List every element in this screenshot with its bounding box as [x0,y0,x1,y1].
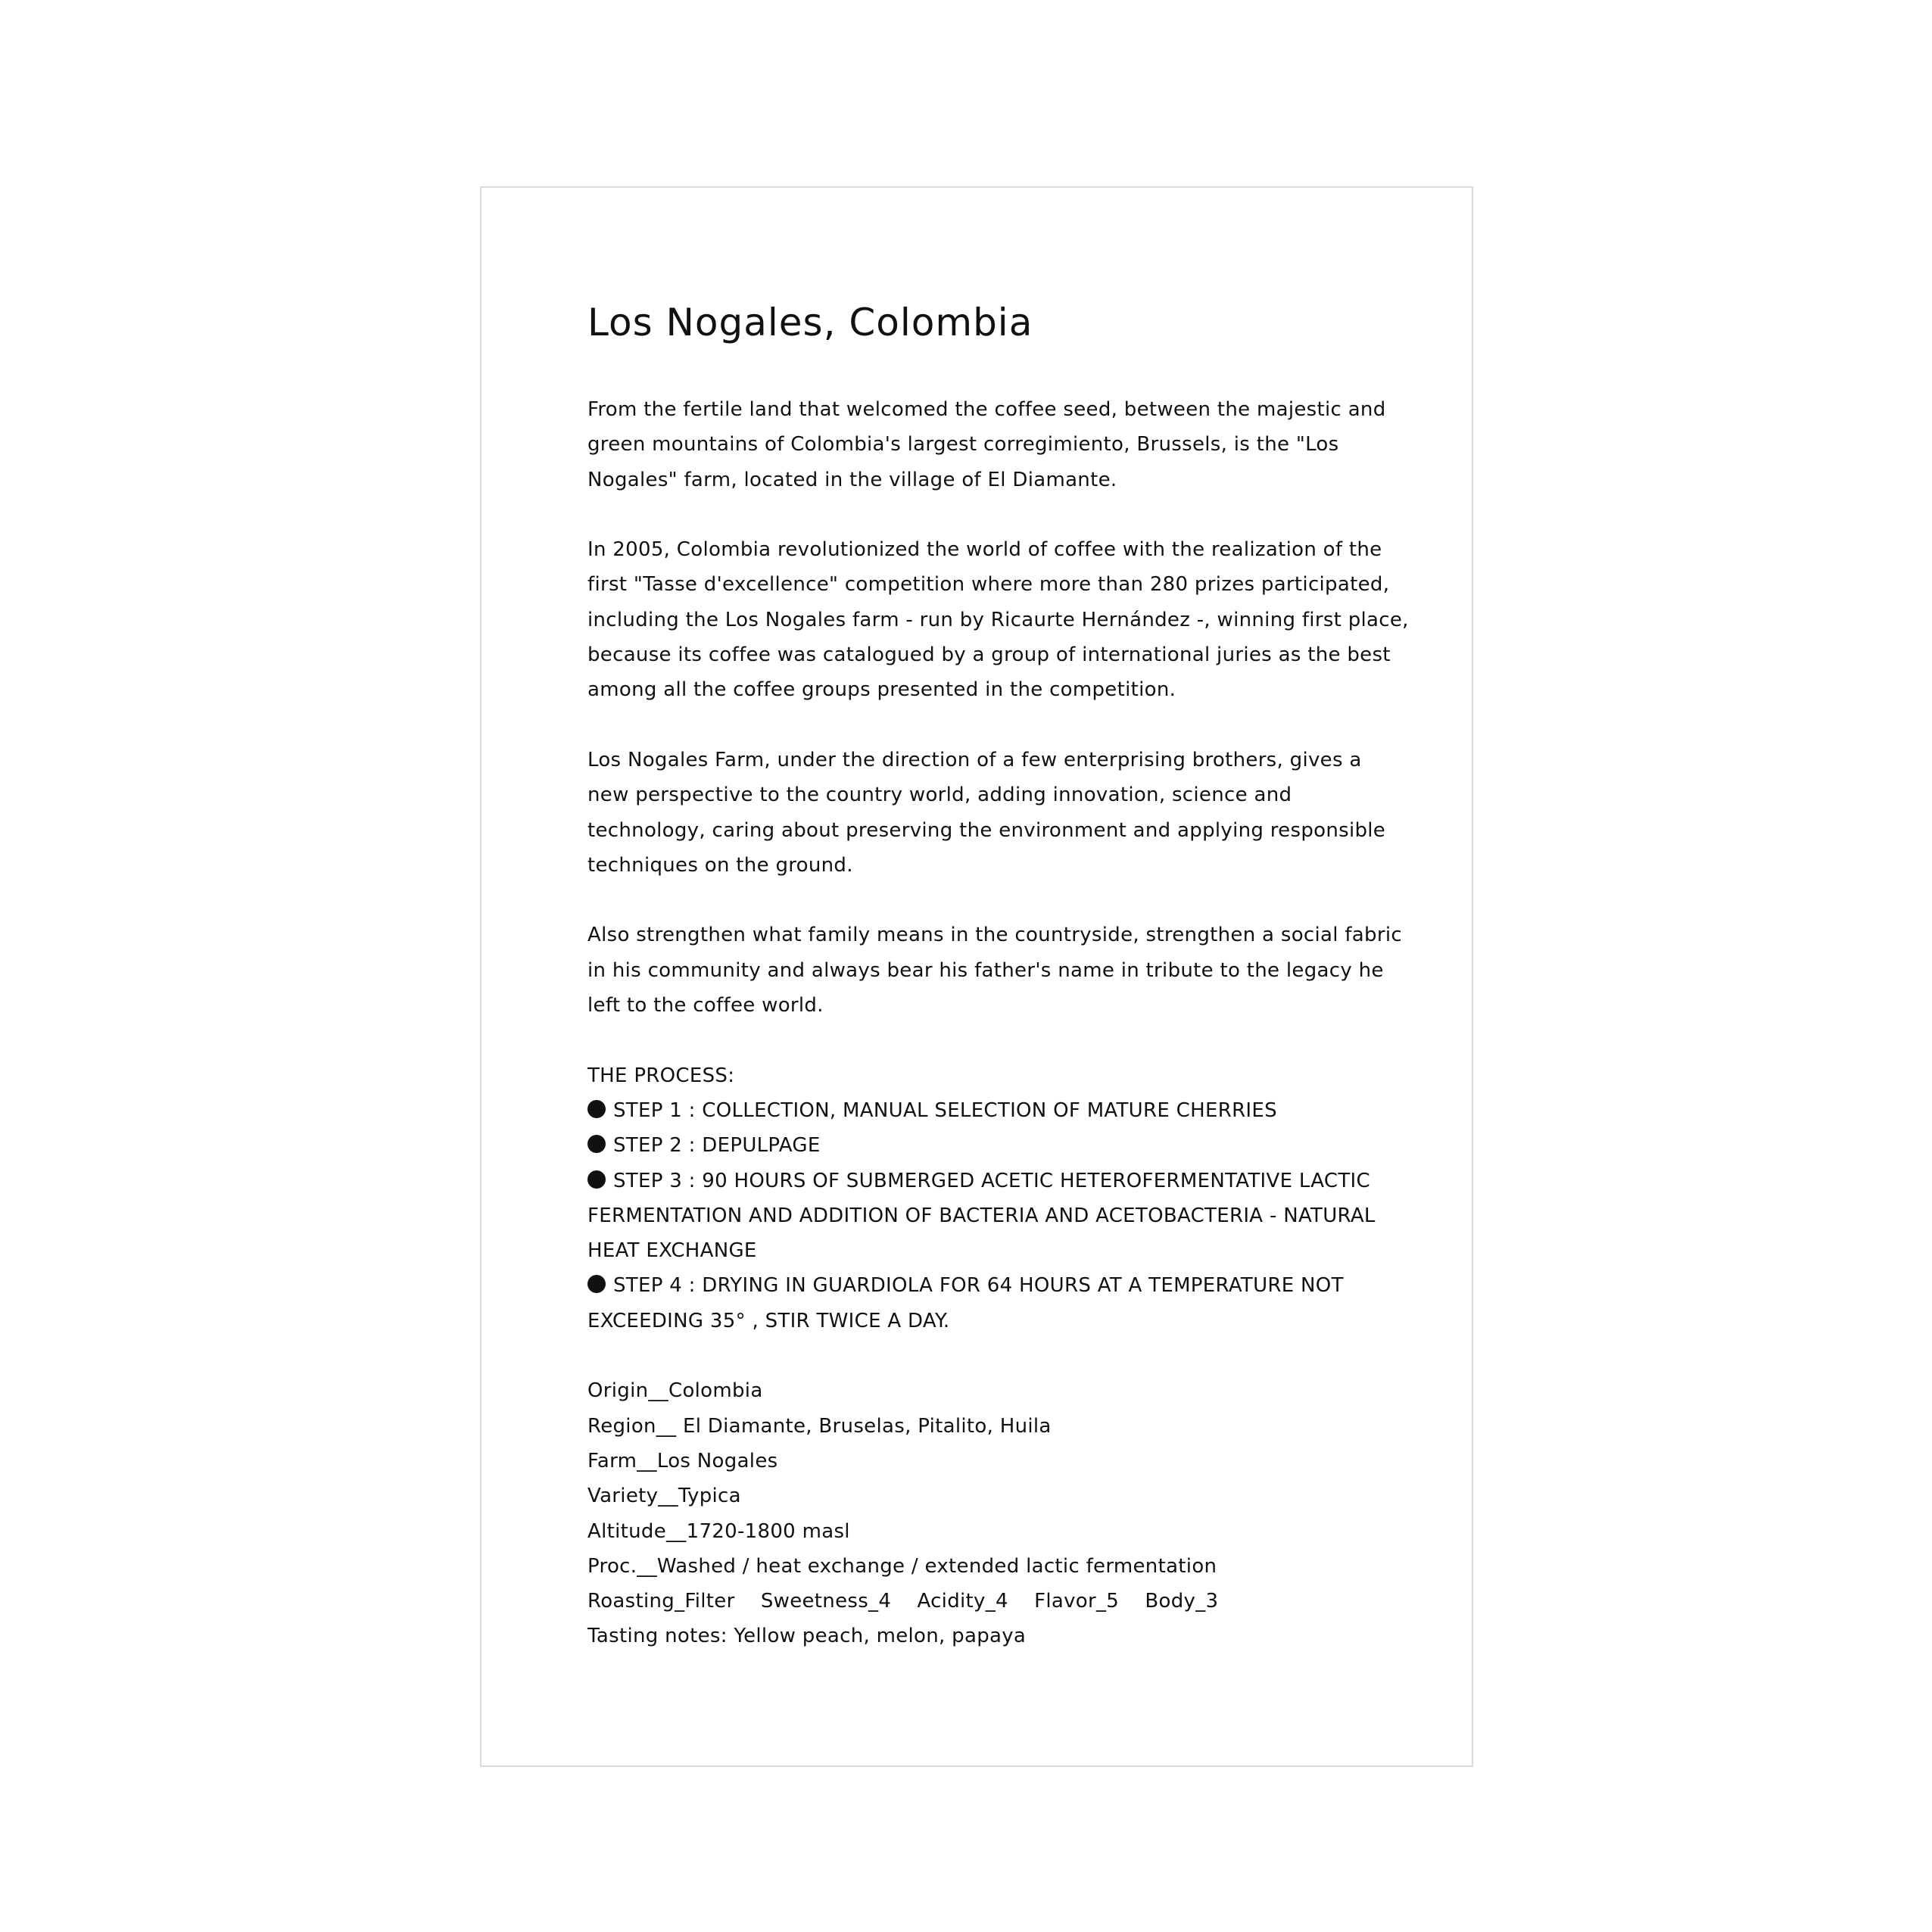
spec-region: Region__ El Diamante, Bruselas, Pitalito, Huila [587,1414,1052,1438]
process-section [587,1058,1390,1338]
process-step-2 [587,1128,1390,1163]
text-line: Nogales" farm, located in the village of El Diamante. [587,468,1117,491]
text-line: Los Nogales Farm, under the direction of a few enterprising brothers, gives a [587,748,1362,771]
process-step-4 [587,1268,1390,1303]
bullet-icon [587,1135,606,1153]
product-title: Los Nogales, Colombia [587,301,1033,344]
step-text: STEP 1 : COLLECTION, MANUAL SELECTION OF MATURE CHERRIES [613,1098,1277,1122]
family-paragraph [587,918,1402,1023]
spec-farm: Farm__Los Nogales [587,1449,778,1472]
text-line: Also strengthen what family means in the countryside, strengthen a social fabric [587,924,1402,947]
process-step-3 [587,1164,1390,1198]
step-text: STEP 4 : DRYING IN GUARDIOLA FOR 64 HOURS AT A TEMPERATURE NOT [613,1274,1344,1298]
step-text: STEP 2 : DEPULPAGE [613,1134,821,1158]
spec-altitude: Altitude__1720-1800 masl [587,1519,850,1543]
step-text-continued: FERMENTATION AND ADDITION OF BACTERIA AND ACETOBACTERIA - NATURAL [587,1204,1376,1227]
text-line: From the fertile land that welcomed the coffee seed, between the majestic and [587,398,1386,421]
step-text: STEP 3 : 90 HOURS OF SUBMERGED ACETIC HETEROFERMENTATIVE LACTIC [613,1169,1370,1192]
step-text-continued: EXCEEDING 35° , STIR TWICE A DAY. [587,1309,950,1332]
text-line: including the Los Nogales farm - run by Ricaurte Hernández -, winning first place, [587,608,1409,631]
bullet-icon [587,1100,606,1118]
process-step-1 [587,1093,1390,1128]
spec-tasting-notes: Tasting notes: Yellow peach, melon, papaya [587,1625,1027,1648]
text-line: among all the coffee groups presented in the competition. [587,678,1176,702]
text-line: In 2005, Colombia revolutionized the world of coffee with the realization of the [587,538,1382,562]
description-content [587,300,1409,1689]
history-paragraph [587,532,1409,707]
text-line: techniques on the ground. [587,853,853,877]
text-line: left to the coffee world. [587,994,824,1017]
text-line: green mountains of Colombia's largest corregimiento, Brussels, is the "Los [587,433,1339,457]
text-line: new perspective to the country world, adding innovation, science and [587,784,1292,807]
intro-paragraph [587,392,1390,497]
text-line: because its coffee was catalogued by a group of international juries as the best [587,643,1391,667]
farm-paragraph [587,743,1390,883]
text-line: in his community and always bear his father's name in tribute to the legacy he [587,958,1384,982]
spec-variety: Variety__Typica [587,1485,741,1508]
coffee-specs [587,1373,1390,1653]
process-heading: THE PROCESS: [587,1064,735,1087]
description-card [480,186,1473,1767]
step-text-continued: HEAT EXCHANGE [587,1239,757,1263]
spec-process: Proc.__Washed / heat exchange / extended lactic fermentation [587,1554,1217,1578]
spec-roasting-scores: Roasting_Filter Sweetness_4 Acidity_4 Flavor_5 Body_3 [587,1590,1219,1613]
text-line: first "Tasse d'excellence" competition where more than 280 prizes participated, [587,573,1390,597]
text-line: technology, caring about preserving the environment and applying responsible [587,818,1386,842]
spec-origin: Origin__Colombia [587,1379,763,1403]
bullet-icon [587,1275,606,1293]
bullet-icon [587,1170,606,1189]
